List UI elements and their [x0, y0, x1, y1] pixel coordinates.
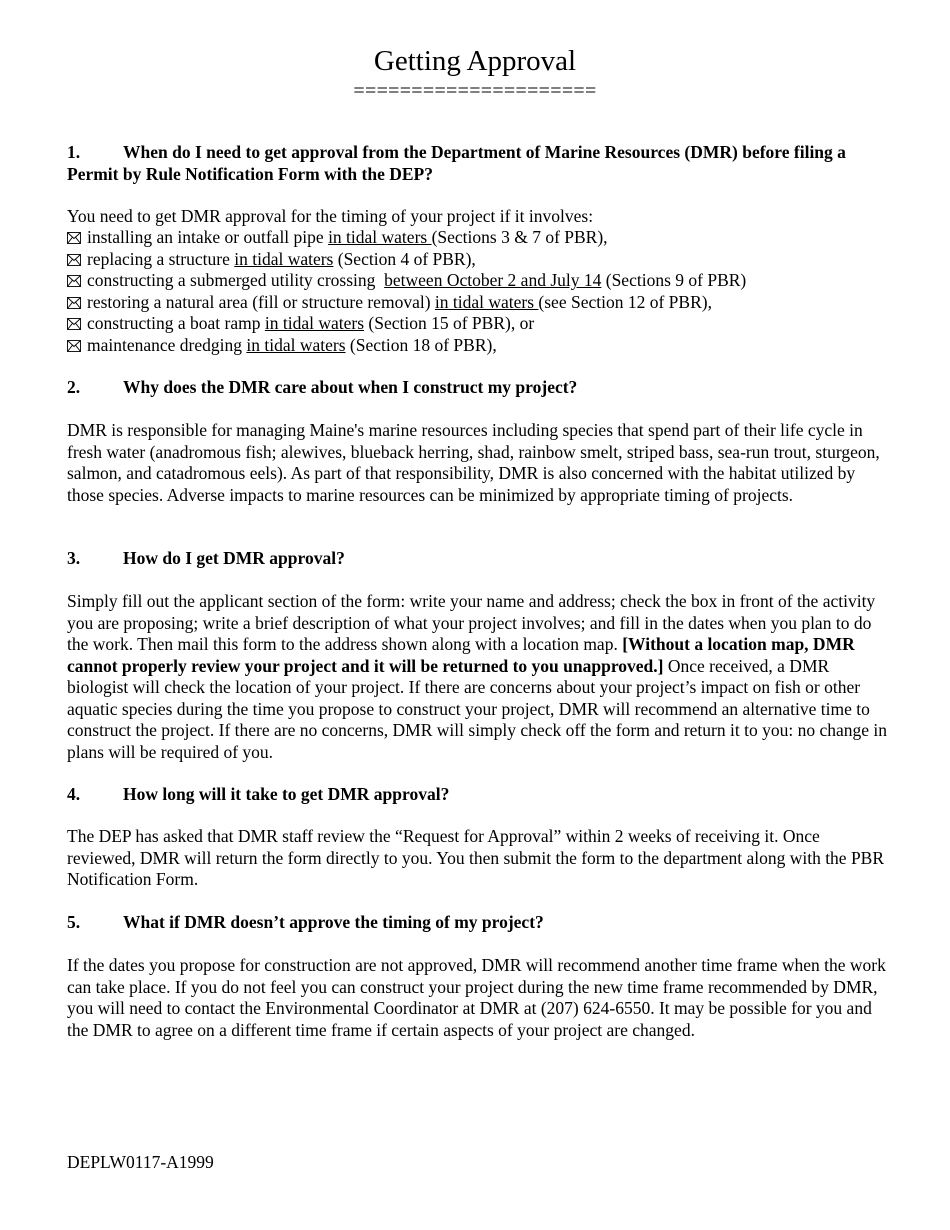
question-number: 2. [67, 377, 81, 397]
q4-answer: The DEP has asked that DMR staff review the “Request for Approval” within 2 weeks of receiving it. Once reviewed, DMR will return the form directly to you. You then submit the form to the department along with the PBR Notification Form. [67, 826, 885, 889]
activity-list [67, 227, 887, 357]
list-item: constructing a submerged utility crossing between October 2 and July 14 (Sections 9 of PBR) [67, 270, 887, 292]
title-underline: ===================== [353, 80, 597, 102]
list-item: restoring a natural area (fill or structure removal) in tidal waters (see Section 12 of PBR), [67, 292, 887, 314]
question-text: When do I need to get approval from the Department of Marine Resources (DMR) before filing a Permit by Rule Notification Form with the DEP? [67, 142, 846, 184]
checked-box-icon [67, 275, 81, 287]
question-number: 4. [67, 784, 81, 804]
list-item: maintenance dredging in tidal waters (Section 18 of PBR), [67, 335, 887, 357]
list-item: installing an intake or outfall pipe in tidal waters (Sections 3 & 7 of PBR), [67, 227, 887, 249]
checked-box-icon [67, 318, 81, 330]
warning-note: [Without a location map, DMR cannot properly review your project and it will be returned to you unapproved.] [67, 634, 855, 676]
checked-box-icon [67, 232, 81, 244]
question-5 [67, 912, 887, 934]
question-2 [67, 377, 887, 399]
question-1 [67, 142, 887, 185]
form-code: DEPLW0117-A1999 [67, 1152, 214, 1172]
list-item: constructing a boat ramp in tidal waters (Section 15 of PBR), or [67, 313, 887, 335]
checked-box-icon [67, 297, 81, 309]
question-number: 1. [67, 142, 81, 162]
question-4 [67, 784, 887, 806]
checked-box-icon [67, 340, 81, 352]
page-title: Getting Approval [373, 45, 577, 77]
question-number: 5. [67, 912, 81, 932]
question-text: Why does the DMR care about when I construct my project? [123, 377, 578, 397]
q2-answer: DMR is responsible for managing Maine's marine resources including species that spend part of their life cycle in fresh water (anadromous fish; alewives, blueback herring, shad, rainbow smelt, striped bass, sea-run trout, sturgeon, salmon, and catadromous eels). As part of that responsibility, DMR is also concerned with the habitat utilized by those species. Adverse impacts to marine resources can be minimized by appropriate timing of projects. [67, 420, 880, 505]
list-item: replacing a structure in tidal waters (Section 4 of PBR), [67, 249, 887, 271]
q5-answer: If the dates you propose for construction are not approved, DMR will recommend another time frame when the work can take place. If you do not feel you can construct your project during the new time frame recommended by DMR, you will need to contact the Environmental Coordinator at DMR at (207) 624-6550. It may be possible for you and the DMR to agree on a different time frame if certain aspects of your project are changed. [67, 955, 886, 1040]
question-number: 3. [67, 548, 81, 568]
question-text: How do I get DMR approval? [123, 548, 345, 568]
q1-intro: You need to get DMR approval for the timing of your project if it involves: [67, 206, 594, 226]
question-text: What if DMR doesn’t approve the timing of my project? [123, 912, 544, 932]
question-3 [67, 548, 887, 570]
checked-box-icon [67, 254, 81, 266]
q3-answer: Simply fill out the applicant section of the form: write your name and address; check the box in front of the activity you are proposing; write a brief description of what your project involves; and fill in the dates when you plan to do the work. Then mail this form to the address shown along with a location map. [Without a location map, DMR cannot properly review your project and it will be returned to you unapproved.] Once received, a DMR biologist will check the location of your project. If there are concerns about your project’s impact on fish or other aquatic species during the time you propose to construct your project, DMR will recommend an alternative time to construct the project. If there are no concerns, DMR will simply check off the form and return it to you: no change in plans will be required of you. [67, 591, 887, 762]
question-text: How long will it take to get DMR approval? [123, 784, 450, 804]
